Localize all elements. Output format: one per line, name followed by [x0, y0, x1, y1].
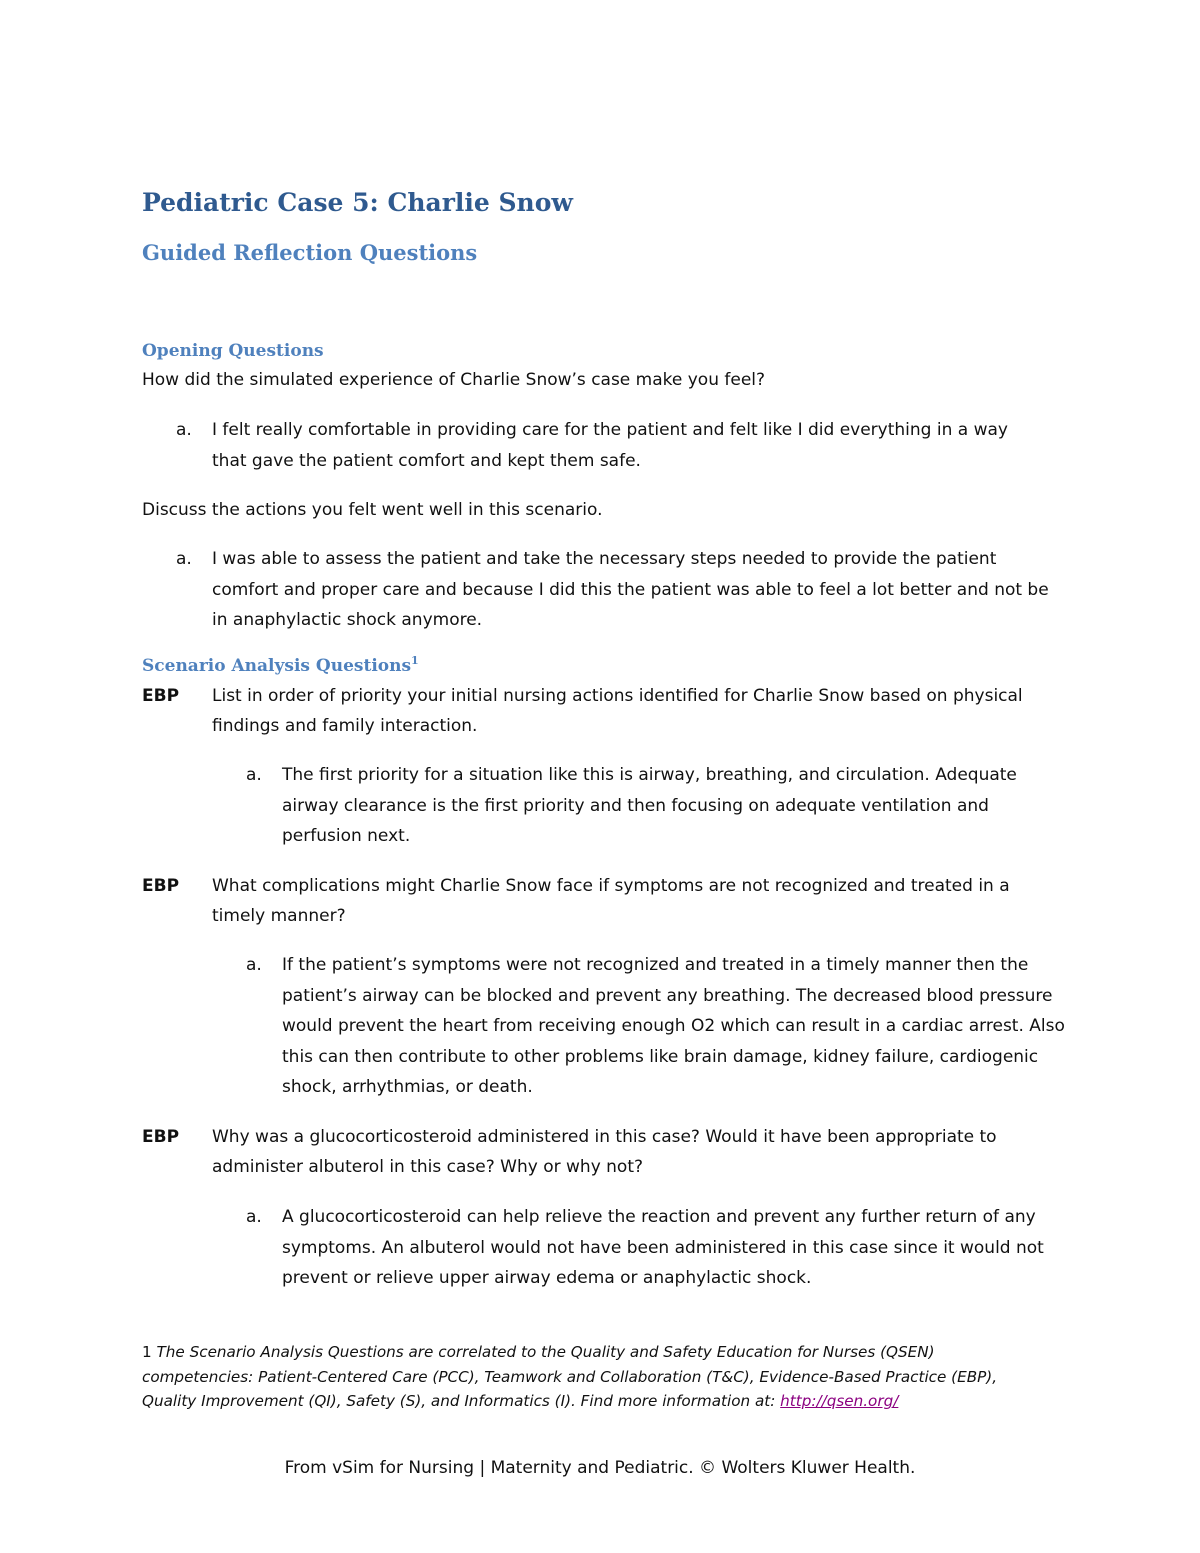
answer-label: a. — [246, 1207, 262, 1227]
footnote — [142, 1340, 1042, 1414]
competency-tag: EBP — [142, 876, 180, 896]
footnote-reference: 1 — [411, 654, 419, 667]
scenario-answer-1: The first priority for a situation like this is airway, breathing, and circulation. Adequate airway clearance is the first priority and then focusing on adequate ventilation and perfusion next. — [282, 765, 1017, 846]
opening-question-1: How did the simulated experience of Charlie Snow’s case make you feel? — [142, 370, 766, 390]
answer-label: a. — [176, 549, 192, 569]
scenario-answer-3: A glucocorticosteroid can help relieve the reaction and prevent any further return of any symptoms. An albuterol would not have been administered in this case since it would not prevent or relieve upper airway edema or anaphylactic shock. — [282, 1207, 1044, 1288]
scenario-question-1: List in order of priority your initial nursing actions identified for Charlie Snow based on physical findings and family interaction. — [212, 686, 1023, 736]
page-footer: From vSim for Nursing | Maternity and Pediatric. © Wolters Kluwer Health. — [284, 1458, 916, 1478]
scenario-analysis-heading-text: Scenario Analysis Questions — [142, 656, 412, 676]
competency-tag: EBP — [142, 1127, 180, 1147]
scenario-question-2: What complications might Charlie Snow face if symptoms are not recognized and treated in a timely manner? — [212, 876, 1010, 926]
opening-answer-1: I felt really comfortable in providing care for the patient and felt like I did everything in a way that gave the patient comfort and kept them safe. — [212, 420, 1008, 471]
opening-questions-heading: Opening Questions — [142, 341, 324, 361]
qsen-link[interactable]: http://qsen.org/ — [780, 1392, 899, 1410]
footnote-number: 1 — [142, 1343, 152, 1361]
scenario-question-3: Why was a glucocorticosteroid administered in this case? Would it have been appropriate to administer albuterol in this case? Why or why not? — [212, 1127, 997, 1177]
competency-tag: EBP — [142, 686, 180, 706]
answer-label: a. — [246, 955, 262, 975]
footnote-text: The Scenario Analysis Questions are correlated to the Quality and Safety Education for Nurses (QSEN) competencies: Patient-Centered Care (PCC), Teamwork and Collaboration (T&C), Evidence-Based Practice (EBP), Quality Improvement (QI), Safety (S), and Informatics (I). Find more information at: — [142, 1343, 998, 1410]
opening-answer-2: I was able to assess the patient and take the necessary steps needed to provide the patient comfort and proper care and because I did this the patient was able to feel a lot better and not be in anaphylactic shock anymore. — [212, 549, 1049, 630]
page-subtitle: Guided Reflection Questions — [142, 240, 478, 265]
scenario-analysis-heading — [142, 654, 419, 676]
page-title: Pediatric Case 5: Charlie Snow — [142, 188, 573, 217]
opening-question-2: Discuss the actions you felt went well in this scenario. — [142, 500, 603, 520]
answer-label: a. — [176, 420, 192, 440]
scenario-answer-2: If the patient’s symptoms were not recognized and treated in a timely manner then the patient’s airway can be blocked and prevent any breathing. The decreased blood pressure would prevent the heart from receiving enough O2 which can result in a cardiac arrest. Also this can then contribute to other problems like brain damage, kidney failure, cardiogenic shock, arrhythmias, or death. — [282, 955, 1065, 1097]
answer-label: a. — [246, 765, 262, 785]
